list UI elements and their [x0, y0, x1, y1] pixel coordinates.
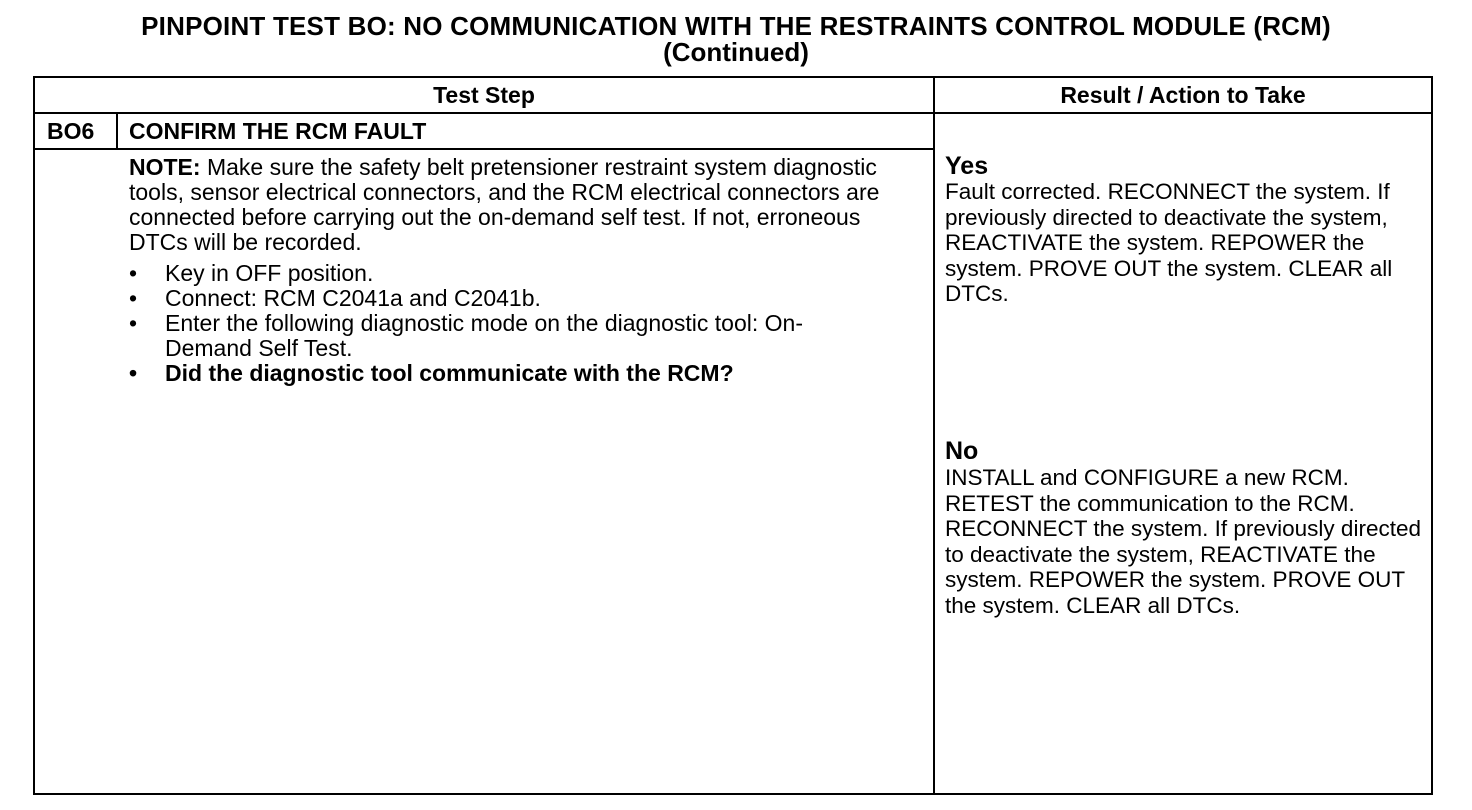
bullet-icon: •: [129, 360, 138, 386]
list-item: [129, 286, 889, 311]
bullet-icon: •: [129, 285, 138, 311]
result-no-action: INSTALL and CONFIGURE a new RCM. RETEST the communication to the RCM. RECONNECT the system. If previously directed to deactivate the system, REACTIVATE the system. REPOWER the system. PROVE OUT the system. CLEAR all DTCs.: [945, 465, 1421, 618]
result-yes-action: Fault corrected. RECONNECT the system. If previously directed to deactivate the system, REACTIVATE the system. REPOWER the system. PROVE OUT the system. CLEAR all DTCs.: [945, 179, 1393, 306]
step-id: BO6: [47, 118, 95, 144]
list-item: [129, 261, 889, 286]
bullet-icon: •: [129, 310, 138, 336]
page-subtitle: (Continued): [663, 37, 809, 67]
column-divider: [933, 78, 935, 793]
step-note: [129, 155, 919, 255]
header-test-step: Test Step: [433, 82, 535, 108]
result-no-label: No: [945, 437, 979, 465]
note-label: NOTE:: [129, 154, 201, 180]
instruction-text: Connect: RCM C2041a and C2041b.: [165, 285, 541, 311]
bullet-icon: •: [129, 260, 138, 286]
step-title: CONFIRM THE RCM FAULT: [129, 118, 427, 144]
header-divider: [35, 112, 1431, 114]
pinpoint-test-table: [33, 76, 1433, 795]
instruction-question: Did the diagnostic tool communicate with the RCM?: [165, 360, 734, 386]
result-yes-label: Yes: [945, 152, 989, 180]
step-title-divider: [35, 148, 933, 150]
page-title: PINPOINT TEST BO: NO COMMUNICATION WITH THE RESTRAINTS CONTROL MODULE (RCM): [141, 11, 1331, 41]
instruction-text: Key in OFF position.: [165, 260, 374, 286]
list-item: [129, 311, 889, 361]
step-id-divider: [116, 112, 118, 150]
header-result-action: Result / Action to Take: [1060, 82, 1306, 108]
step-instructions: [129, 261, 889, 386]
list-item-question: [129, 361, 889, 386]
instruction-text: Enter the following diagnostic mode on the diagnostic tool: On-Demand Self Test.: [165, 310, 803, 361]
note-text: Make sure the safety belt pretensioner restraint system diagnostic tools, sensor electrical connectors, and the RCM electrical connectors are connected before carrying out the on-demand self test. If not, erroneous DTCs will be recorded.: [129, 154, 880, 255]
